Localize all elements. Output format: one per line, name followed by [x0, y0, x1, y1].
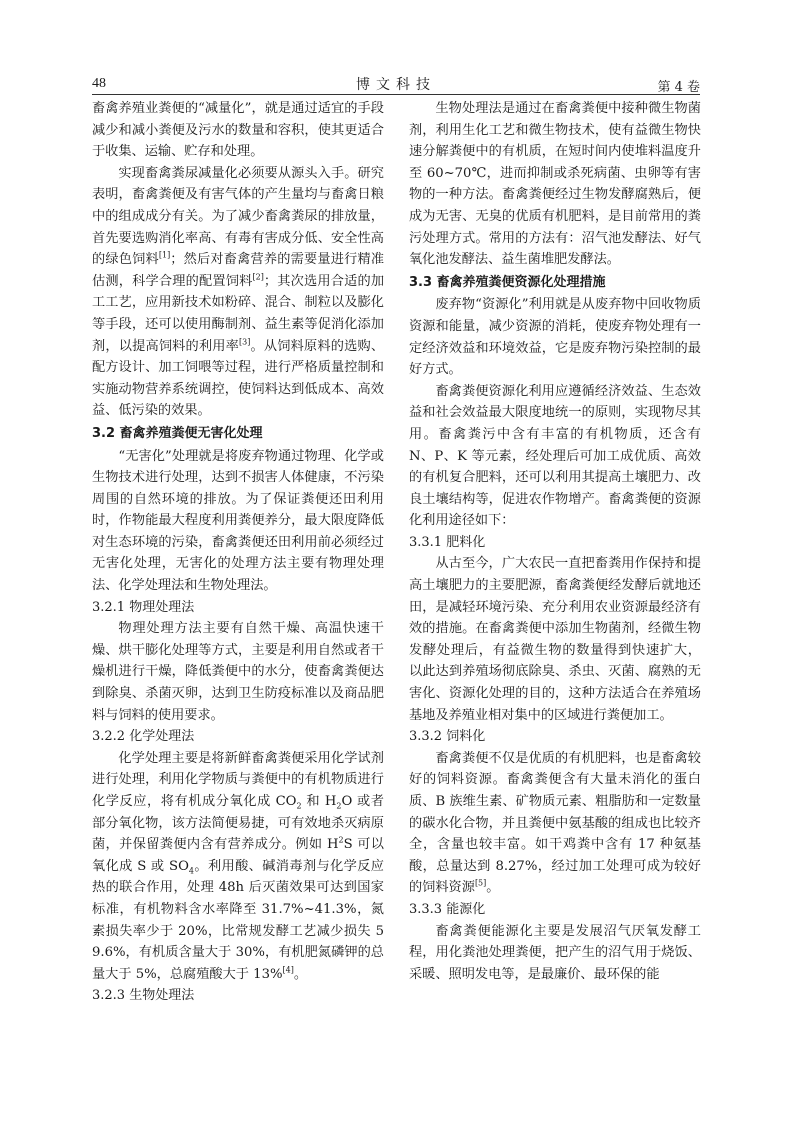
page-number: 48	[92, 76, 106, 91]
running-header	[92, 74, 700, 94]
paragraph: 畜禽养殖业粪便的“减量化”，就是通过适宜的手段减少和减小粪便及污水的数量和容积，使其更适合于收集、运输、贮存和处理。	[92, 101, 384, 160]
subsection-heading: 3.3.2 饲料化	[409, 729, 486, 745]
citation: [3]	[239, 337, 251, 347]
section-heading: 3.3 畜禽养殖粪便资源化处理措施	[409, 274, 606, 290]
subsection-heading: 3.3.3 能源化	[409, 901, 486, 917]
journal-title: 博文科技	[356, 77, 436, 93]
left-column	[92, 98, 384, 1007]
section-heading: 3.2 畜禽养殖粪便无害化处理	[92, 425, 263, 441]
citation: [4]	[282, 965, 294, 975]
citation: [5]	[474, 878, 487, 888]
paragraph: 畜禽粪便能源化主要是发展沼气厌氧发酵工程，用化粪池处理粪便，把产生的沼气用于烧饭、采暖、照明发电等，是最廉价、最环保的能	[409, 923, 701, 982]
paragraph: 废弃物“资源化”利用就是从废弃物中回收物质资源和能量，减少资源的消耗，使废弃物处理有一定经济效益和环境效益，它是废弃物污染控制的最好方式。	[409, 297, 701, 378]
paragraph: “无害化”处理就是将废弃物通过物理、化学或生物技术进行处理，达到不损害人体健康，不污染周围的自然环境的排放。为了保证粪便还田利用时，作物能最大程度利用粪便养分，最大限度降低对生态环境的污染，畜禽粪便还田利用前必须经过无害化处理，无害化的处理方法主要有物理处理法、化学处理法和生物处理法。	[92, 448, 384, 594]
subsection-heading: 3.2.3 生物处理法	[92, 988, 195, 1004]
paragraph: 物理处理方法主要有自然干燥、高温快速干燥、烘干膨化处理等方式，主要是利用自然或者干燥机进行干燥，降低粪便中的水分，使畜禽粪便达到除臭、杀菌灭卵，达到卫生防疫标准以及商品肥料与饲料的使用要求。	[92, 621, 384, 723]
subsection-heading: 3.2.1 物理处理法	[92, 599, 195, 615]
subsection-heading: 3.3.1 肥料化	[409, 534, 486, 550]
paragraph: 从古至今，广大农民一直把畜粪用作保持和提高土壤肥力的主要肥源，畜禽粪便经发酵后就地还田，是减轻环境污染、充分利用农业资源最经济有效的措施。在畜禽粪便中添加生物菌剂，经微生物发酵处理后，有益微生物的数量得到快速扩大， 以此达到养殖场彻底除臭、杀虫、灭菌、腐熟的无害化、资源化处理的目的，这种方法适合在养殖场基地及养殖业相对集中的区域进行粪便加工。	[409, 556, 701, 723]
citation: [2]	[252, 272, 264, 282]
paragraph: 化学处理主要是将新鲜畜禽粪便采用化学试剂进行处理，利用化学物质与粪便中的有机物质进行化学反应，将有机成分氧化成 $CO_2$ 和 $H_2O$ 或者部分氧化物，该方法简便易捷，可有效地杀灭病原菌，并保留粪便内含有营养成分。例如 H$^2$S 可以氧化成 S 或 $SO_4$。利用酸、碱消毒剂与化学反应热的联合作用，处理 48h 后灭菌效果可达到国家标准，有机物料含水率降至 31.7%~41.3%，氮素损失率少于 20%，比常规发酵工艺减少损失 59.6%，有机质含量大于 30%，有机肥氮磷钾的总量大于 5%，总腐殖酸大于 13%[4]。	[92, 750, 384, 982]
volume-label: 第 4 卷	[657, 80, 700, 95]
citation: [1]	[158, 250, 171, 260]
paragraph: 畜禽粪便不仅是优质的有机肥料，也是畜禽较好的饲料资源。畜禽粪便含有大量未消化的蛋白质、B 族维生素、矿物质元素、粗脂肪和一定数量的碳水化合物，并且粪便中氨基酸的组成也比较齐全，含量也较丰富。如干鸡粪中含有 17 种氨基酸，总量达到 8.27%，经过加工处理可成为较好的饲料资源[5]。	[409, 750, 701, 896]
paragraph: 生物处理法是通过在畜禽粪便中接种微生物菌剂，利用生化工艺和微生物技术，使有益微生物快速分解粪便中的有机质，在短时间内使堆料温度升至 60~70℃，进而抑制或杀死病菌、虫卵等有害物的一种方法。畜禽粪便经过生物发酵腐熟后，便成为无害、无臭的优质有机肥料，是目前常用的粪污处理方式。常用的方法有：沼气池发酵法、好气氧化池发酵法、益生菌堆肥发酵法。	[409, 101, 701, 268]
right-column	[409, 98, 701, 985]
paragraph: 实现畜禽粪尿减量化必须要从源头入手。研究表明，畜禽粪便及有害气体的产生量均与畜禽日粮中的组成成分有关。为了减少畜禽粪尿的排放量，首先要选购消化率高、有毒有害成分低、安全性高的绿色饲料[1]；然后对畜禽营养的需要量进行精准估测，科学合理的配置饲料[2]；其次选用合适的加工工艺，应用新技术如粉碎、混合、制粒以及膨化等手段，还可以使用酶制剂、益生素等促消化添加剂，以提高饲料的利用率[3]。从饲料原料的选购、配方设计、加工饲喂等过程，进行严格质量控制和实施动物营养系统调控，使饲料达到低成本、高效益、低污染的效果。	[92, 165, 385, 419]
paragraph: 畜禽粪便资源化利用应遵循经济效益、生态效益和社会效益最大限度地统一的原则，实现物尽其用。畜禽粪污中含有丰富的有机物质，还含有 N、P、K 等元素，经处理后可加工成优质、高效的有机复合肥料，还可以利用其提高土壤肥力、改良土壤结构等，促进农作物增产。畜禽粪便的资源化利用途径如下：	[409, 383, 701, 529]
header-rule	[92, 94, 700, 95]
subsection-heading: 3.2.2 化学处理法	[92, 729, 195, 745]
